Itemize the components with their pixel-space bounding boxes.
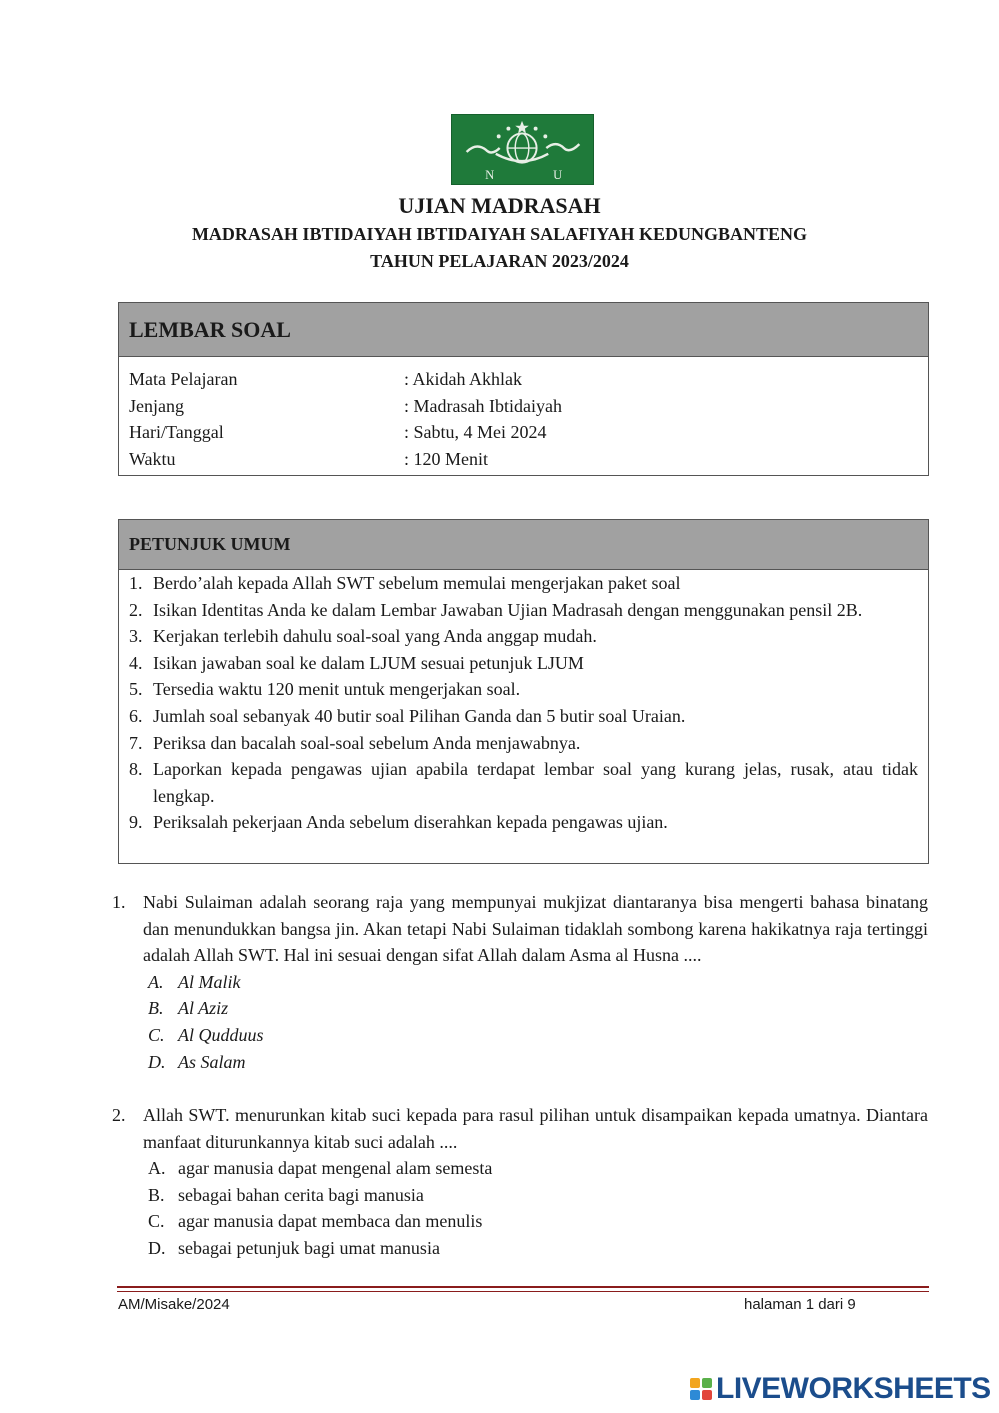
option-letter: D. bbox=[148, 1237, 166, 1258]
instruction-item bbox=[129, 809, 918, 836]
info-row bbox=[129, 446, 918, 473]
option-letter: B. bbox=[148, 998, 164, 1019]
option-letter: B. bbox=[148, 1184, 165, 1205]
info-label: Waktu bbox=[129, 448, 176, 469]
instruction-number: 5. bbox=[129, 679, 143, 700]
info-row bbox=[129, 366, 918, 393]
answer-option[interactable] bbox=[148, 1208, 928, 1235]
instruction-number: 1. bbox=[129, 573, 143, 593]
info-value: : 120 Menit bbox=[404, 448, 488, 469]
answer-option[interactable] bbox=[148, 1049, 928, 1076]
answer-option[interactable] bbox=[148, 995, 928, 1022]
option-letter: C. bbox=[148, 1024, 165, 1045]
instructions-list bbox=[119, 570, 928, 836]
instruction-text: Jumlah soal sebanyak 40 butir soal Pilihan Ganda dan 5 butir soal Uraian. bbox=[153, 705, 686, 726]
lembar-soal-box bbox=[118, 302, 929, 476]
liveworksheets-brand[interactable] bbox=[690, 1372, 991, 1406]
exam-info bbox=[119, 357, 928, 472]
instruction-number: 2. bbox=[129, 599, 143, 620]
instruction-number: 8. bbox=[129, 759, 143, 780]
instruction-item bbox=[129, 597, 918, 624]
page-indicator: halaman 1 dari 9 bbox=[744, 1296, 856, 1313]
option-text: Al Qudduus bbox=[178, 1024, 264, 1045]
instruction-text: Tersedia waktu 120 menit untuk mengerjakan soal. bbox=[153, 679, 521, 700]
info-label: Mata Pelajaran bbox=[129, 369, 238, 389]
info-value: : Akidah Akhlak bbox=[404, 369, 522, 389]
answer-option[interactable] bbox=[148, 1235, 928, 1262]
instruction-number: 4. bbox=[129, 652, 143, 673]
instruction-text: Periksalah pekerjaan Anda sebelum diserahkan kepada pengawas ujian. bbox=[153, 812, 668, 833]
option-text: As Salam bbox=[178, 1051, 246, 1072]
petunjuk-umum-heading: PETUNJUK UMUM bbox=[119, 520, 928, 570]
option-text: sebagai petunjuk bagi umat manusia bbox=[178, 1237, 440, 1258]
logo-letter-n: N bbox=[485, 168, 495, 183]
instruction-item bbox=[129, 756, 918, 809]
option-letter: A. bbox=[148, 1158, 166, 1179]
instruction-text: Isikan jawaban soal ke dalam LJUM sesuai petunjuk LJUM bbox=[153, 652, 584, 673]
footer-divider-thin bbox=[117, 1291, 929, 1292]
school-name: MADRASAH IBTIDAIYAH IBTIDAIYAH SALAFIYAH KEDUNGBANTENG bbox=[191, 224, 808, 244]
instruction-item bbox=[129, 570, 918, 597]
academic-year: TAHUN PELAJARAN 2023/2024 bbox=[370, 251, 629, 271]
answer-options bbox=[112, 969, 928, 1075]
document-code: AM/Misake/2024 bbox=[118, 1296, 230, 1313]
exam-title: UJIAN MADRASAH bbox=[398, 193, 601, 218]
question-1 bbox=[112, 889, 928, 1075]
instruction-text: Berdo’alah kepada Allah SWT sebelum memulai mengerjakan paket soal bbox=[153, 573, 681, 593]
answer-option[interactable] bbox=[148, 969, 928, 996]
question-stem bbox=[112, 1102, 928, 1155]
answer-option[interactable] bbox=[148, 1022, 928, 1049]
instruction-number: 6. bbox=[129, 705, 143, 726]
nu-logo bbox=[451, 114, 594, 185]
instruction-item bbox=[129, 650, 918, 677]
instruction-text: Laporkan kepada pengawas ujian apabila terdapat lembar soal yang kurang jelas, rusak, atau tidak lengkap. bbox=[153, 759, 918, 806]
answer-option[interactable] bbox=[148, 1155, 928, 1182]
answer-options bbox=[112, 1155, 928, 1261]
instruction-item bbox=[129, 676, 918, 703]
instruction-number: 9. bbox=[129, 812, 143, 833]
question-2 bbox=[112, 1102, 928, 1262]
question-text: Nabi Sulaiman adalah seorang raja yang mempunyai mukjizat diantaranya bisa mengerti bahasa binatang dan menundukkan bangsa jin. Akan tetapi Nabi Sulaiman tidaklah sombong karena hakikatnya raja tertinggi adalah Allah SWT. Hal ini sesuai dengan sifat Allah dalam Asma al Husna .... bbox=[143, 892, 928, 966]
instruction-item bbox=[129, 623, 918, 650]
option-letter: D. bbox=[148, 1051, 166, 1072]
logo-letter-u: U bbox=[553, 168, 563, 183]
option-letter: A. bbox=[148, 971, 164, 992]
petunjuk-umum-box bbox=[118, 519, 929, 864]
question-stem bbox=[112, 889, 928, 969]
option-text: agar manusia dapat membaca dan menulis bbox=[178, 1211, 483, 1232]
lembar-soal-heading: LEMBAR SOAL bbox=[119, 303, 928, 357]
info-value: : Sabtu, 4 Mei 2024 bbox=[404, 422, 547, 442]
info-label: Jenjang bbox=[129, 395, 184, 416]
instruction-text: Kerjakan terlebih dahulu soal-soal yang Anda anggap mudah. bbox=[153, 626, 597, 647]
brand-name: LIVEWORKSHEETS bbox=[716, 1372, 991, 1405]
liveworksheets-logo-icon bbox=[690, 1378, 712, 1400]
option-text: sebagai bahan cerita bagi manusia bbox=[178, 1184, 424, 1205]
instruction-item bbox=[129, 730, 918, 757]
info-row bbox=[129, 419, 918, 446]
instruction-text: Periksa dan bacalah soal-soal sebelum Anda menjawabnya. bbox=[153, 732, 581, 753]
option-letter: C. bbox=[148, 1211, 165, 1232]
question-number: 2. bbox=[112, 1105, 126, 1125]
option-text: agar manusia dapat mengenal alam semesta bbox=[178, 1158, 493, 1179]
instruction-item bbox=[129, 703, 918, 730]
info-value: : Madrasah Ibtidaiyah bbox=[404, 395, 562, 416]
info-row bbox=[129, 393, 918, 420]
nu-emblem-icon bbox=[452, 115, 593, 184]
question-number: 1. bbox=[112, 892, 126, 912]
instruction-number: 3. bbox=[129, 626, 143, 647]
instruction-text: Isikan Identitas Anda ke dalam Lembar Jawaban Ujian Madrasah dengan menggunakan pensil 2B. bbox=[153, 599, 863, 620]
answer-option[interactable] bbox=[148, 1182, 928, 1209]
footer-divider bbox=[117, 1286, 929, 1288]
question-text: Allah SWT. menurunkan kitab suci kepada para rasul pilihan untuk disampaikan kepada umatnya. Diantara manfaat diturunkannya kitab suci adalah .... bbox=[143, 1105, 928, 1152]
info-label: Hari/Tanggal bbox=[129, 422, 224, 442]
option-text: Al Aziz bbox=[178, 998, 229, 1019]
instruction-number: 7. bbox=[129, 732, 143, 753]
option-text: Al Malik bbox=[178, 971, 241, 992]
